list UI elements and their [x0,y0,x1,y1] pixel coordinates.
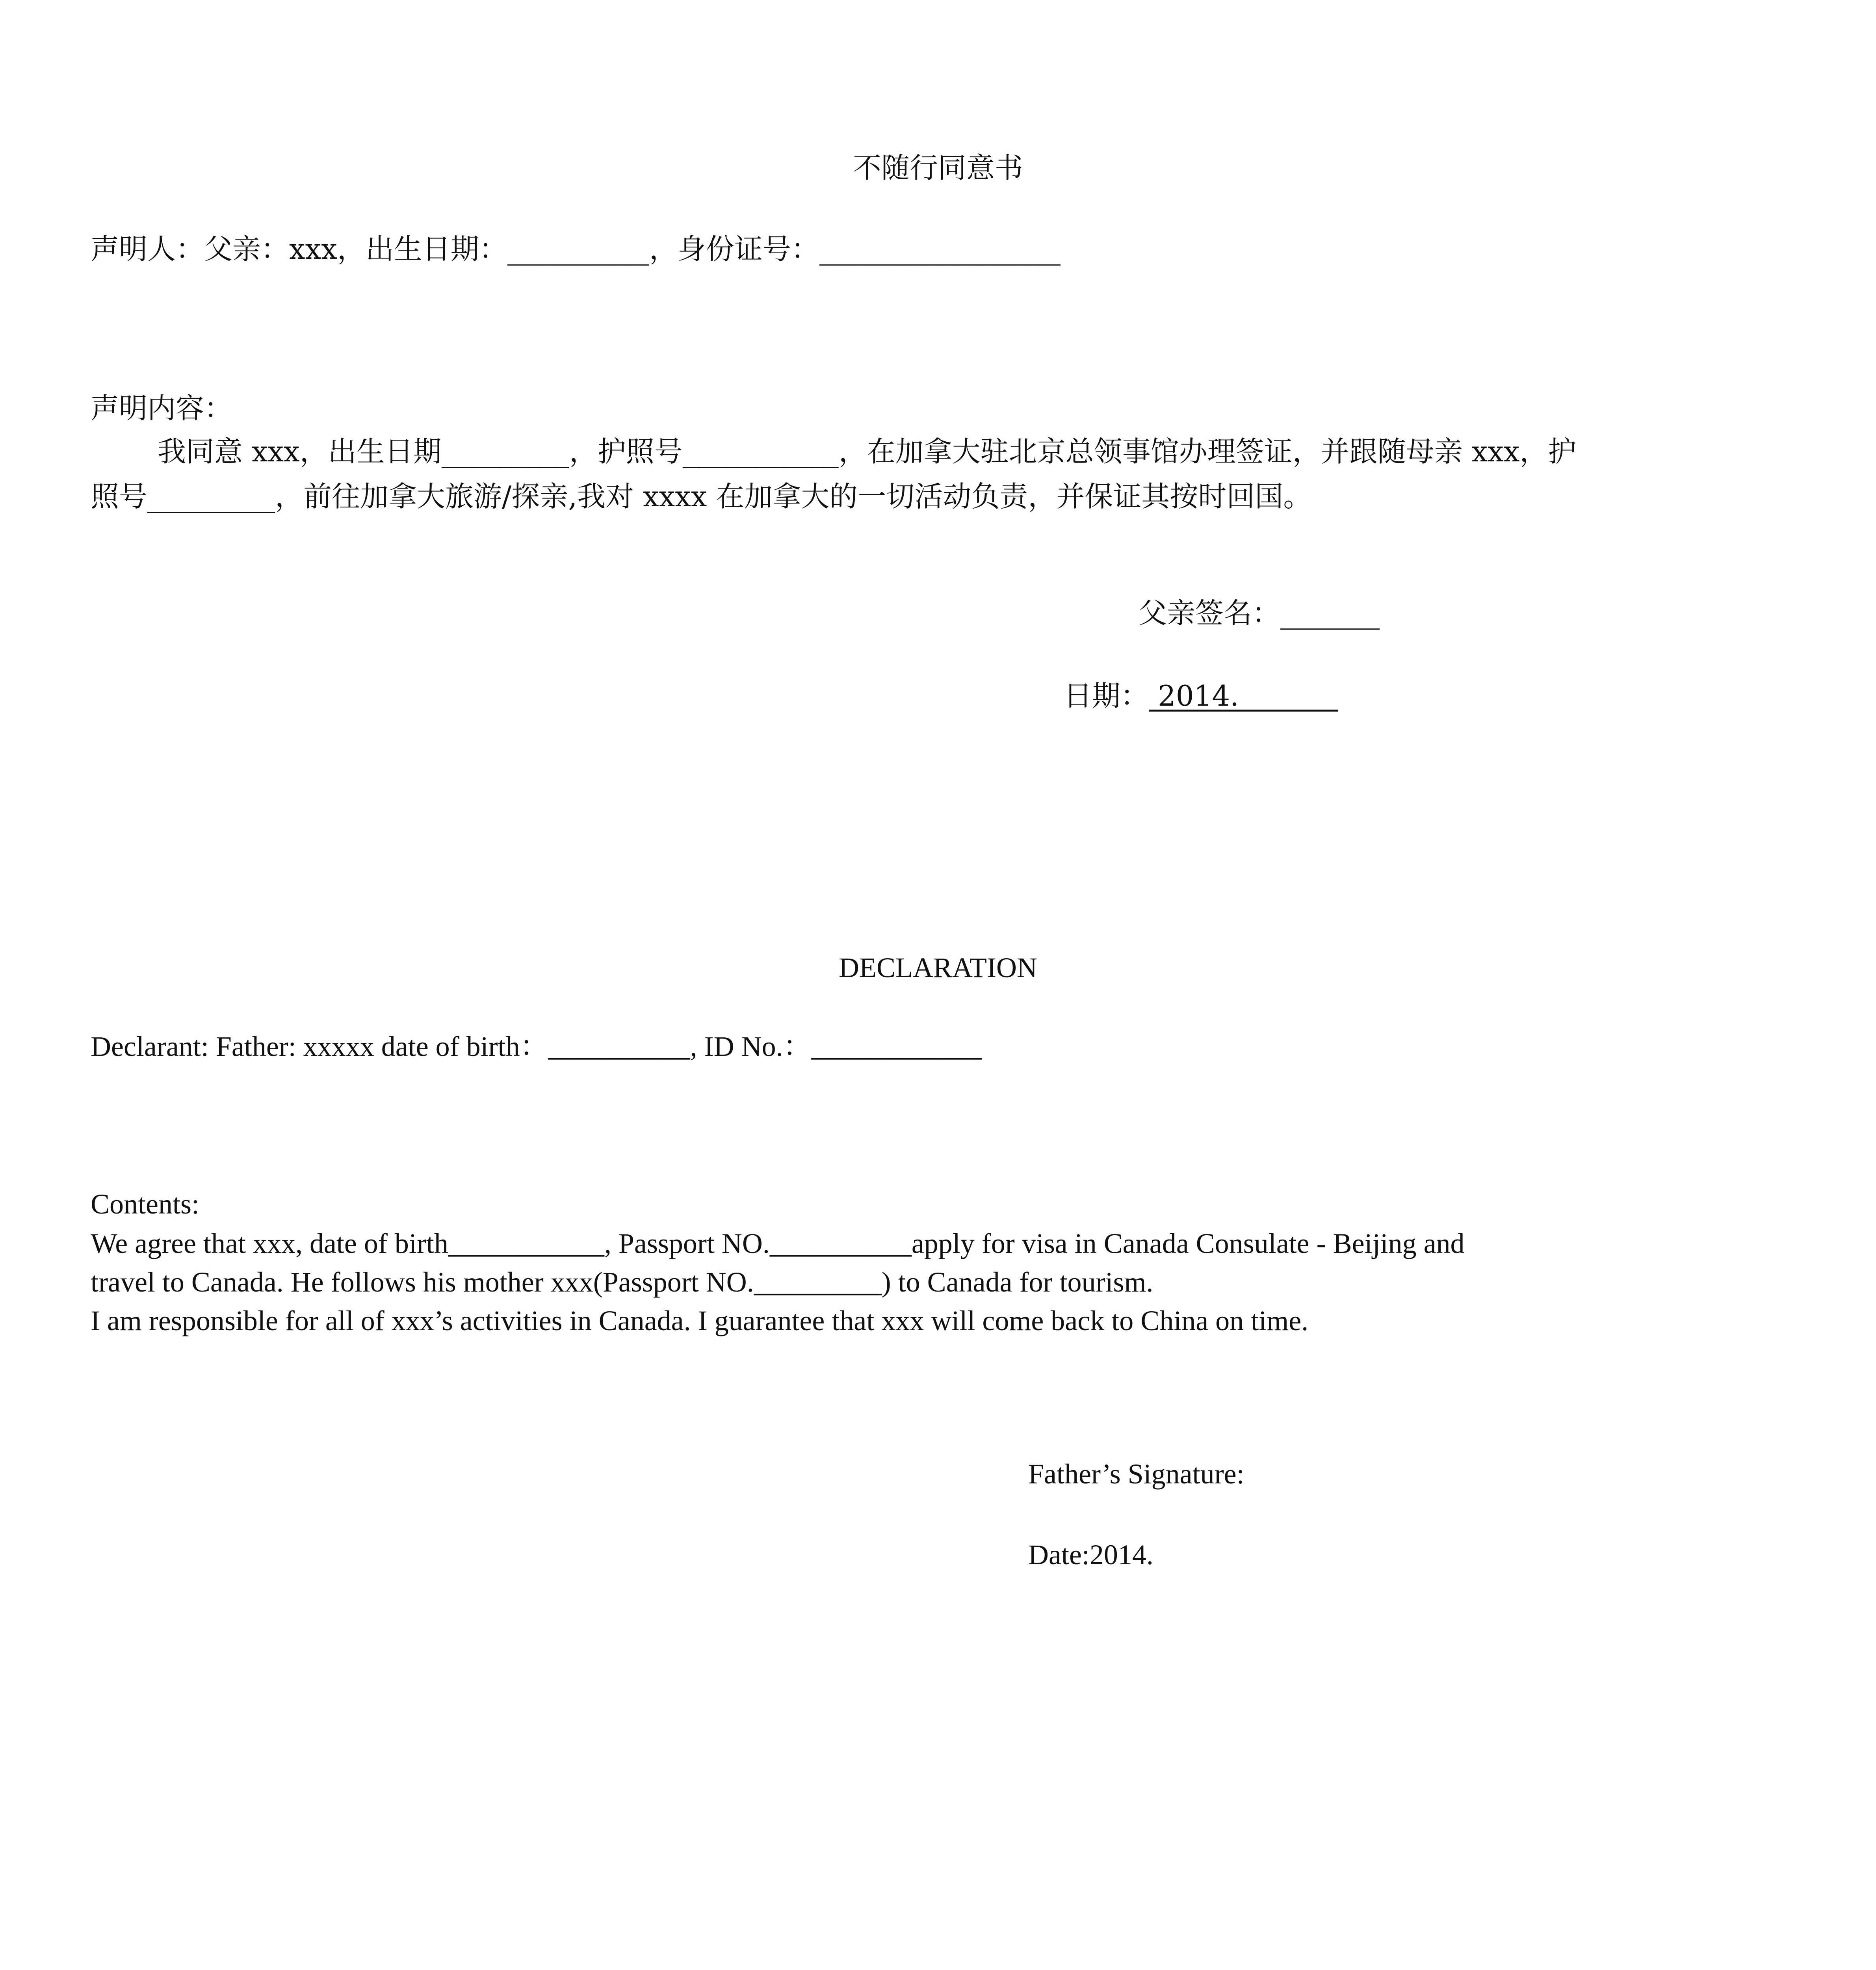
english-body-line-1: We agree that xxx, date of birth___________, Passport NO.__________apply for visa in Canada Consulate - Beijing and [91,1228,1465,1259]
english-body-line-2: travel to Canada. He follows his mother xxx(Passport NO._________) to Canada for tourism. [91,1266,1153,1298]
english-signature-label: Father’s Signature: [1028,1458,1244,1490]
chinese-date-row [1064,679,1338,712]
chinese-date-value: 2014. [1149,679,1338,712]
english-contents-label: Contents: [91,1188,200,1220]
english-date-label: Date:2014. [1028,1539,1153,1570]
chinese-contents-label: 声明内容： [91,392,233,425]
chinese-signature-row [1139,597,1380,630]
chinese-body-line-2: 照号_________，前往加拿大旅游/探亲,我对 xxxx 在加拿大的一切活动负责，并保证其按时回国。 [91,480,1312,513]
chinese-signature-blank: _______ [1280,597,1380,630]
chinese-title: 不随行同意书 [853,151,1023,184]
english-body-line-3: I am responsible for all of xxx’s activities in Canada. I guarantee that xxx will come back to China on time. [91,1305,1309,1336]
english-declarant-line: Declarant: Father: xxxxx date of birth：__________, ID No.：____________ [91,1031,982,1062]
chinese-body-line-1: 我同意 xxx，出生日期_________，护照号___________，在加拿大驻北京总领事馆办理签证，并跟随母亲 xxx，护 [158,435,1577,468]
chinese-declarant-line: 声明人：父亲：xxx，出生日期：__________，身份证号：_________________ [91,232,1061,266]
chinese-date-label: 日期： [1064,679,1149,712]
chinese-signature-label: 父亲签名： [1139,597,1281,630]
english-title: DECLARATION [839,952,1037,983]
